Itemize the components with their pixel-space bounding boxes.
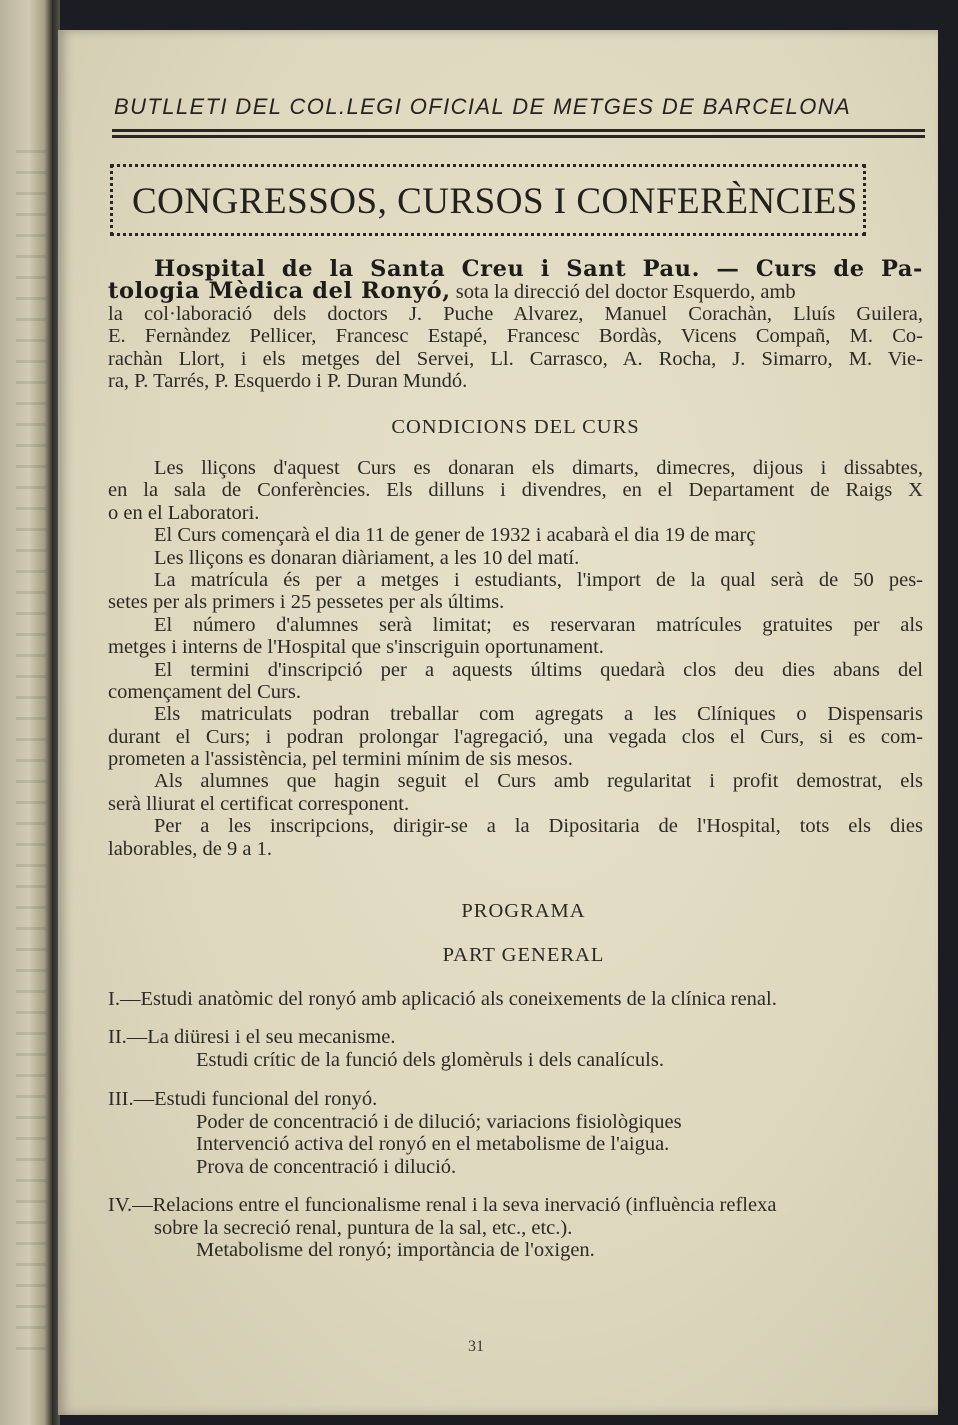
conditions-line: Les lliçons es donaran diàriament, a les 10 del matí. (154, 546, 580, 569)
conditions-line: La matrícula és per a metges i estudiants, l'import de la qual serà de 50 pes- (154, 568, 923, 591)
conditions-paragraphs (108, 457, 923, 860)
intro-line-2 (108, 278, 923, 305)
intro-line-5: rachàn Llort, i els metges del Servei, Ll. Carrasco, A. Rocha, J. Simarro, M. Vie- (108, 347, 923, 370)
conditions-line: durant el Curs; i podran prolongar l'agregació, una vegada clos el Curs, si es com- (108, 725, 923, 748)
programa-heading: PROGRAMA (461, 900, 586, 922)
programa-item-3-sub: Intervenció activa del ronyó en el metabolisme de l'aigua. (196, 1133, 670, 1156)
programa-item-2-sub: Estudi crític de la funció dels glomèruls i dels canalículs. (196, 1048, 664, 1071)
programa-item-4 (108, 1194, 928, 1262)
intro-line-2-rest: sota la direcció del doctor Esquerdo, amb (450, 281, 796, 304)
programa-item-3-text: III.—Estudi funcional del ronyó. (108, 1088, 378, 1110)
header-rule (112, 129, 925, 132)
intro-line-3: la col·laboració dels doctors J. Puche Alvarez, Manuel Corachàn, Lluís Guilera, (108, 302, 923, 325)
programa-item-4-sub: Metabolisme del ronyó; importància de l'oxigen. (196, 1239, 595, 1262)
programa-item-1 (108, 988, 928, 1011)
programa-item-4-text: IV.—Relacions entre el funcionalisme renal i la seva inervació (influència reflexa (108, 1194, 777, 1216)
conditions-heading: CONDICIONS DEL CURS (391, 416, 640, 438)
conditions-line: en la sala de Conferències. Els dilluns i divendres, en el Departament de Raigs X (108, 479, 923, 502)
conditions-line: setes per als primers i 25 pessetes per als últims. (108, 591, 505, 614)
programa-item-4-cont: sobre la secreció renal, puntura de la sal, etc., etc.). (154, 1216, 573, 1239)
intro-paragraph (108, 258, 923, 392)
conditions-line: Als alumnes que hagin seguit el Curs amb regularitat i profit demostrat, els (154, 770, 923, 793)
conditions-line: El termini d'inscripció per a aquests últims quedarà clos deu dies abans del (154, 658, 923, 681)
programa-item-2 (108, 1026, 928, 1071)
left-page-edge (0, 0, 52, 1425)
conditions-line: metges i interns de l'Hospital que s'inscriguin oportunament. (108, 636, 604, 659)
programa-item-3-sub: Poder de concentració i de dilució; variacions fisiològiques (196, 1110, 682, 1133)
conditions-line: El número d'alumnes serà limitat; es reservaran matrícules gratuites per als (154, 613, 923, 636)
conditions-line: Els matriculats podran treballar com agregats a les Clíniques o Dispensaris (154, 703, 923, 726)
programa-item-2-text: II.—La diüresi i el seu mecanisme. (108, 1026, 396, 1048)
section-title: CONGRESSOS, CURSOS I CONFERÈNCIES (132, 181, 858, 222)
intro-line-4: E. Fernàndez Pellicer, Francesc Estapé, Francesc Bordàs, Vicens Compañ, M. Co- (108, 325, 923, 348)
intro-heading-line: Hospital de la Santa Creu i Sant Pau. — Curs de Pa- (154, 256, 923, 282)
conditions-line: Les lliçons d'aquest Curs es donaran els dimarts, dimecres, dijous i dissabtes, (154, 457, 923, 479)
programa-item-3-sub: Prova de concentració i dilució. (196, 1155, 457, 1178)
intro-heading-cont: tologia Mèdica del Ronyó, (108, 278, 451, 305)
part-general-heading: PART GENERAL (442, 944, 605, 966)
conditions-line: o en el Laboratori. (108, 501, 260, 524)
conditions-line: laborables, de 9 a 1. (108, 837, 272, 860)
document-page (58, 30, 938, 1415)
conditions-line: prometen a l'assistència, pel termini mínim de sis mesos. (108, 748, 573, 771)
conditions-line: serà lliurat el certificat corresponent. (108, 792, 410, 815)
conditions-line: El Curs començarà el dia 11 de gener de 1932 i acabarà el dia 19 de març (154, 524, 756, 547)
header-rule-double (112, 135, 925, 138)
intro-line-6: ra, P. Tarrés, P. Esquerdo i P. Duran Mundó. (108, 369, 468, 392)
conditions-line: Per a les inscripcions, dirigir-se a la Dipositaria de l'Hospital, tots els dies (154, 815, 923, 838)
page-number: 31 (468, 1338, 484, 1355)
programa-item-3 (108, 1088, 928, 1178)
conditions-line: començament del Curs. (108, 680, 301, 703)
programa-item-1-text: I.—Estudi anatòmic del ronyó amb aplicació als coneixements de la clínica renal. (108, 988, 777, 1010)
running-head: BUTLLETI DEL COL.LEGI OFICIAL DE METGES DE BARCELONA (114, 94, 852, 119)
